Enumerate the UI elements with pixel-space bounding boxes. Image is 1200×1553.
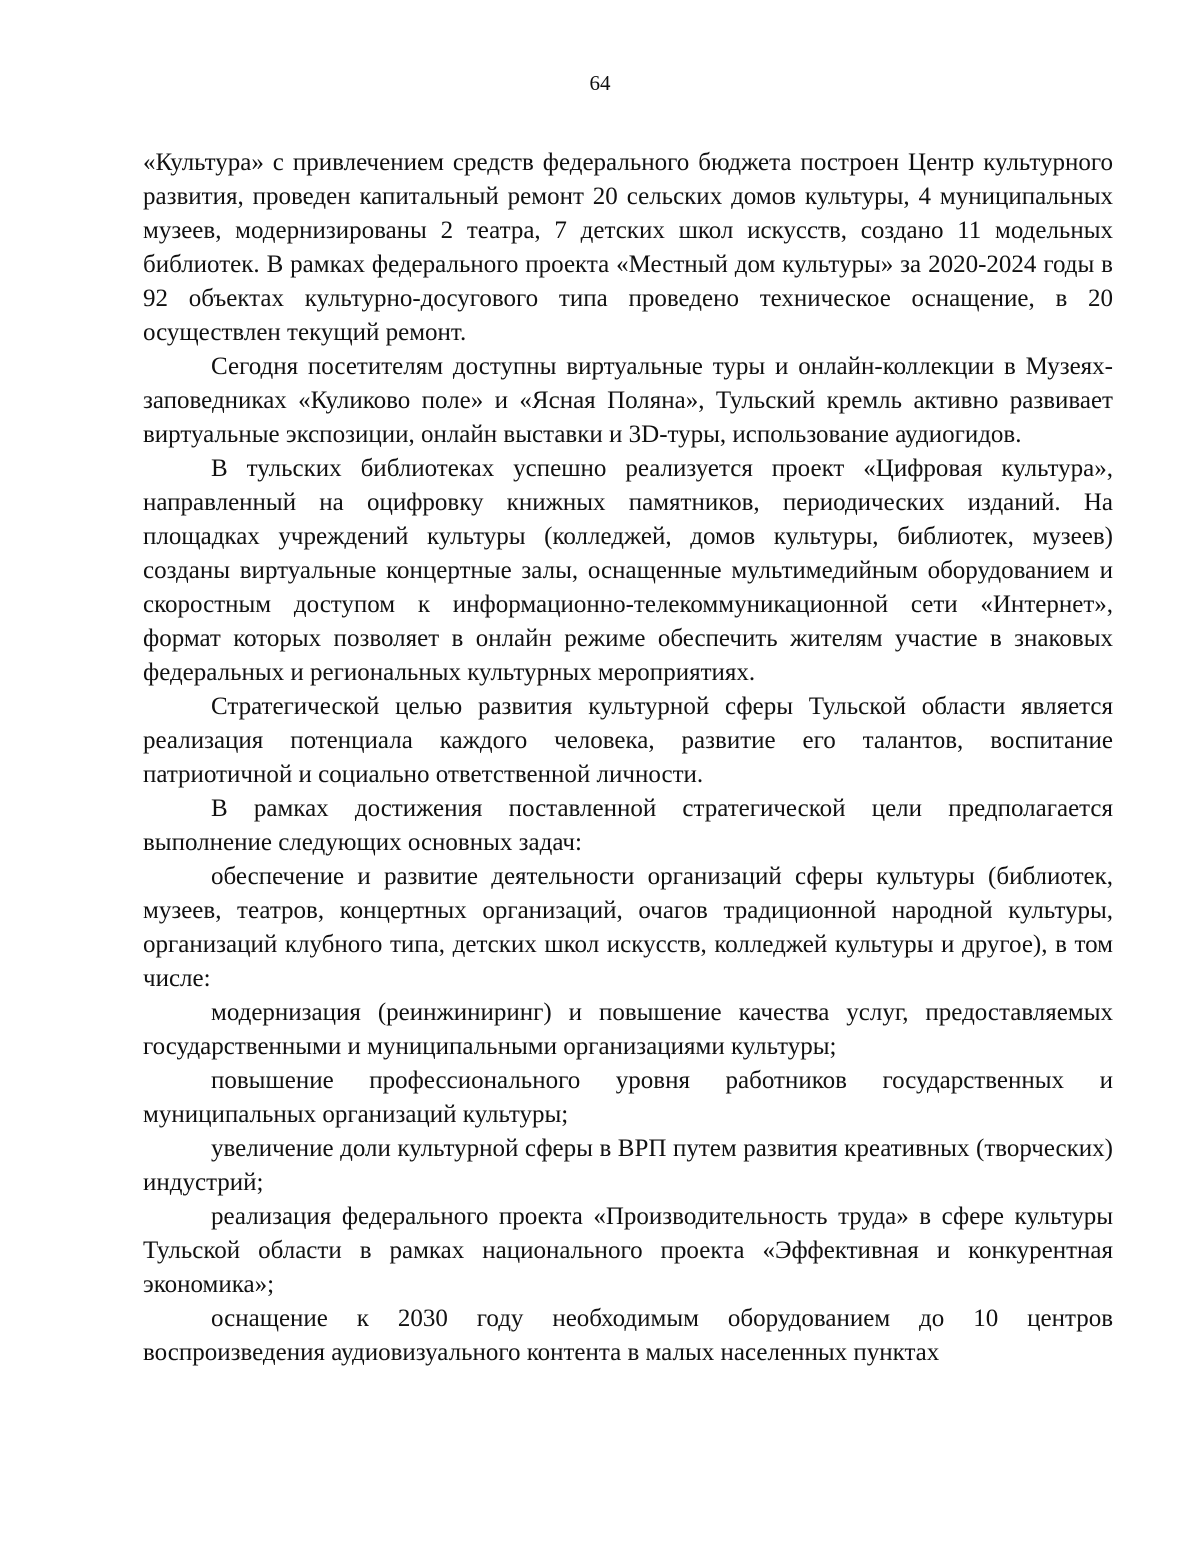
document-body [143, 146, 1113, 1370]
paragraph-virtual-tours: Сегодня посетителям доступны виртуальные туры и онлайн-коллекции в Музеях-заповедниках «Куликово поле» и «Ясная Поляна», Тульский кремль активно развивает виртуальные экспозиции, онлайн выставки и 3D-туры, использование аудиогидов. [143, 353, 1113, 448]
paragraph-continuation: «Культура» с привлечением средств федерального бюджета построен Центр культурного развития, проведен капитальный ремонт 20 сельских домов культуры, 4 муниципальных музеев, модернизированы 2 театра, 7 детских школ искусств, создано 11 модельных библиотек. В рамках федерального проекта «Местный дом культуры» за 2020-2024 годы в 92 объектах культурно-досугового типа проведено техническое оснащение, в 20 осуществлен текущий ремонт. [143, 149, 1113, 346]
list-item-modernization: модернизация (реинжиниринг) и повышение качества услуг, предоставляемых государственными и муниципальными организациями культуры; [143, 999, 1113, 1060]
paragraph-strategic-goal: Стратегической целью развития культурной сферы Тульской области является реализация потенциала каждого человека, развитие его талантов, воспитание патриотичной и социально ответственной личности. [143, 693, 1113, 788]
list-item-creative-industries: увеличение доли культурной сферы в ВРП путем развития креативных (творческих) индустрий; [143, 1135, 1113, 1196]
list-item-productivity-project: реализация федерального проекта «Производительность труда» в сфере культуры Тульской области в рамках национального проекта «Эффективная и конкурентная экономика»; [143, 1203, 1113, 1298]
paragraph-digital-culture: В тульских библиотеках успешно реализуется проект «Цифровая культура», направленный на оцифровку книжных памятников, периодических изданий. На площадках учреждений культуры (колледжей, домов культуры, библиотек, музеев) созданы виртуальные концертные залы, оснащенные мультимедийным оборудованием и скоростным доступом к информационно-телекоммуникационной сети «Интернет», формат которых позволяет в онлайн режиме обеспечить жителям участие в знаковых федеральных и региональных культурных мероприятиях. [143, 455, 1113, 686]
list-item-organizations: обеспечение и развитие деятельности организаций сферы культуры (библиотек, музеев, театров, концертных организаций, очагов традиционной народной культуры, организаций клубного типа, детских школ искусств, колледжей культуры и другое), в том числе: [143, 863, 1113, 992]
paragraph-tasks-intro: В рамках достижения поставленной стратегической цели предполагается выполнение следующих основных задач: [143, 795, 1113, 856]
list-item-professional-level: повышение профессионального уровня работников государственных и муниципальных организаций культуры; [143, 1067, 1113, 1128]
page-number: 64 [589, 71, 611, 95]
list-item-equipment-2030: оснащение к 2030 году необходимым оборудованием до 10 центров воспроизведения аудиовизуального контента в малых населенных пунктах [143, 1305, 1113, 1366]
